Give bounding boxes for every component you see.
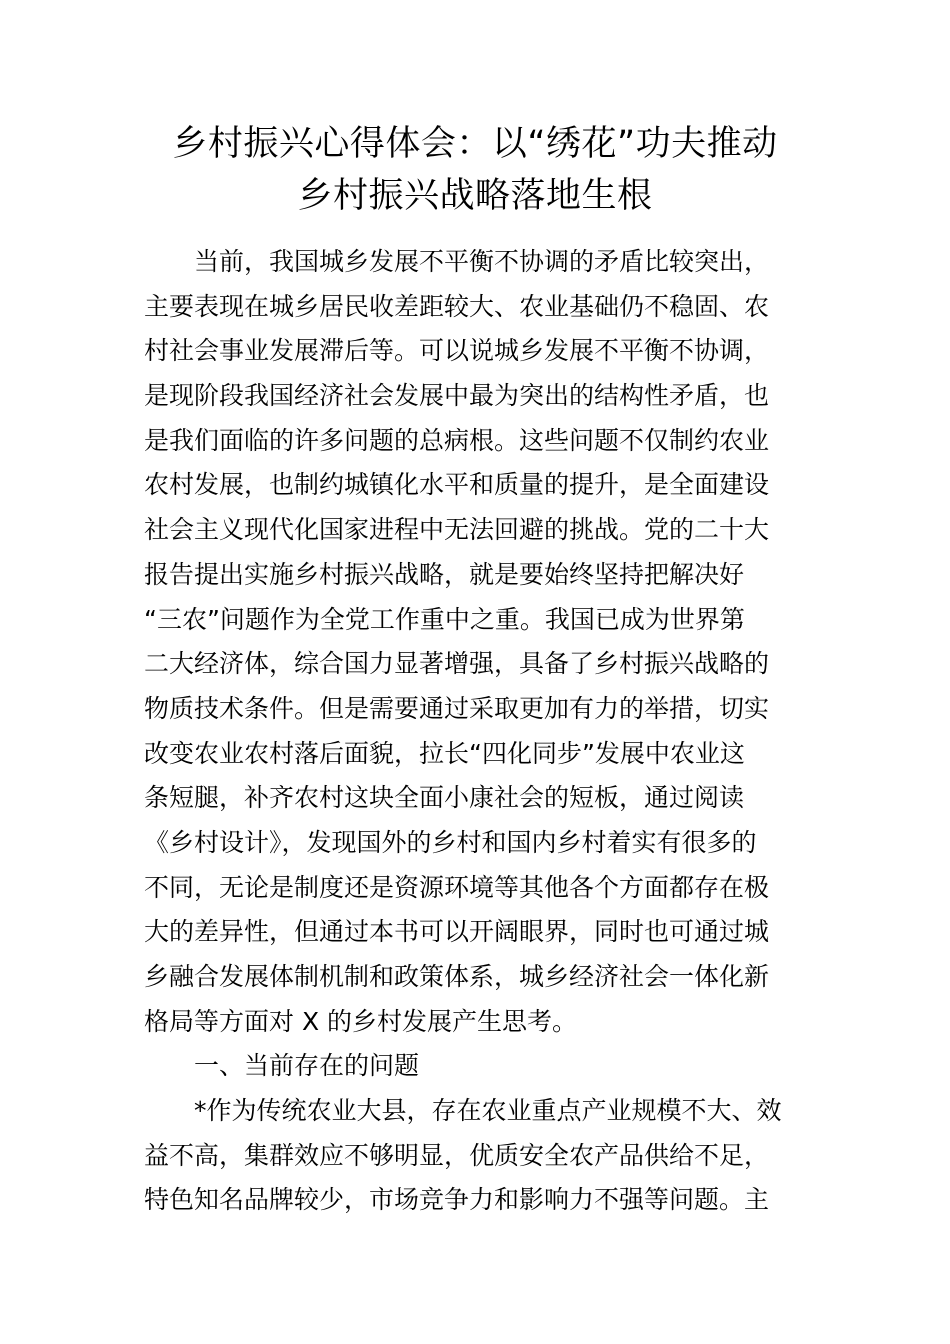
document-body xyxy=(144,240,804,1223)
text-line: 《乡村设计》，发现国外的乡村和国内乡村着实有很多的 xyxy=(144,827,757,857)
text-line: 特色知名品牌较少，市场竞争力和影响力不强等问题。主 xyxy=(144,1185,770,1215)
text-line: 不同，无论是制度还是资源环境等其他各个方面都存在极 xyxy=(144,872,770,902)
text-line: 益不高，集群效应不够明显，优质安全农产品供给不足， xyxy=(144,1140,770,1170)
text-line: 是我们面临的许多问题的总病根。这些问题不仅制约农业 xyxy=(144,425,770,455)
text-line: “三农”问题作为全党工作重中之重。我国已成为世界第 xyxy=(144,604,745,634)
paragraph-intro xyxy=(144,240,804,1044)
title-line-1: 乡村振兴心得体会：以“绣花”功夫推动 xyxy=(172,124,778,164)
text-line: 改变农业农村落后面貌，拉长“四化同步”发展中农业这 xyxy=(144,738,745,768)
section-heading-text: 一、当前存在的问题 xyxy=(194,1051,420,1081)
text-line: 社会主义现代化国家进程中无法回避的挑战。党的二十大 xyxy=(144,515,770,545)
section-heading xyxy=(144,1044,804,1089)
paragraph-problems xyxy=(144,1089,804,1223)
text-line: 大的差异性，但通过本书可以开阔眼界，同时也可通过城 xyxy=(144,917,770,947)
text-line: 是现阶段我国经济社会发展中最为突出的结构性矛盾，也 xyxy=(144,381,770,411)
text-line: 报告提出实施乡村振兴战略，就是要始终坚持把解决好 xyxy=(144,559,745,589)
text-line: 乡融合发展体制机制和政策体系，城乡经济社会一体化新 xyxy=(144,962,770,991)
text-line: 条短腿，补齐农村这块全面小康社会的短板，通过阅读 xyxy=(144,783,745,813)
text-line: 二大经济体，综合国力显著增强，具备了乡村振兴战略的 xyxy=(144,649,770,679)
text-line: *作为传统农业大县，存在农业重点产业规模不大、效 xyxy=(194,1096,782,1126)
text-line: 格局等方面对 X 的乡村发展产生思考。 xyxy=(144,1006,578,1036)
title-line-2: 乡村振兴战略落地生根 xyxy=(297,176,653,216)
text-line: 主要表现在城乡居民收差距较大、农业基础仍不稳固、农 xyxy=(144,291,770,321)
text-line: 农村发展，也制约城镇化水平和质量的提升，是全面建设 xyxy=(144,470,770,500)
text-line: 物质技术条件。但是需要通过采取更加有力的举措，切实 xyxy=(144,693,770,723)
text-line: 当前，我国城乡发展不平衡不协调的矛盾比较突出， xyxy=(194,247,770,276)
text-line: 村社会事业发展滞后等。可以说城乡发展不平衡不协调， xyxy=(144,336,770,366)
document-title xyxy=(120,118,830,222)
